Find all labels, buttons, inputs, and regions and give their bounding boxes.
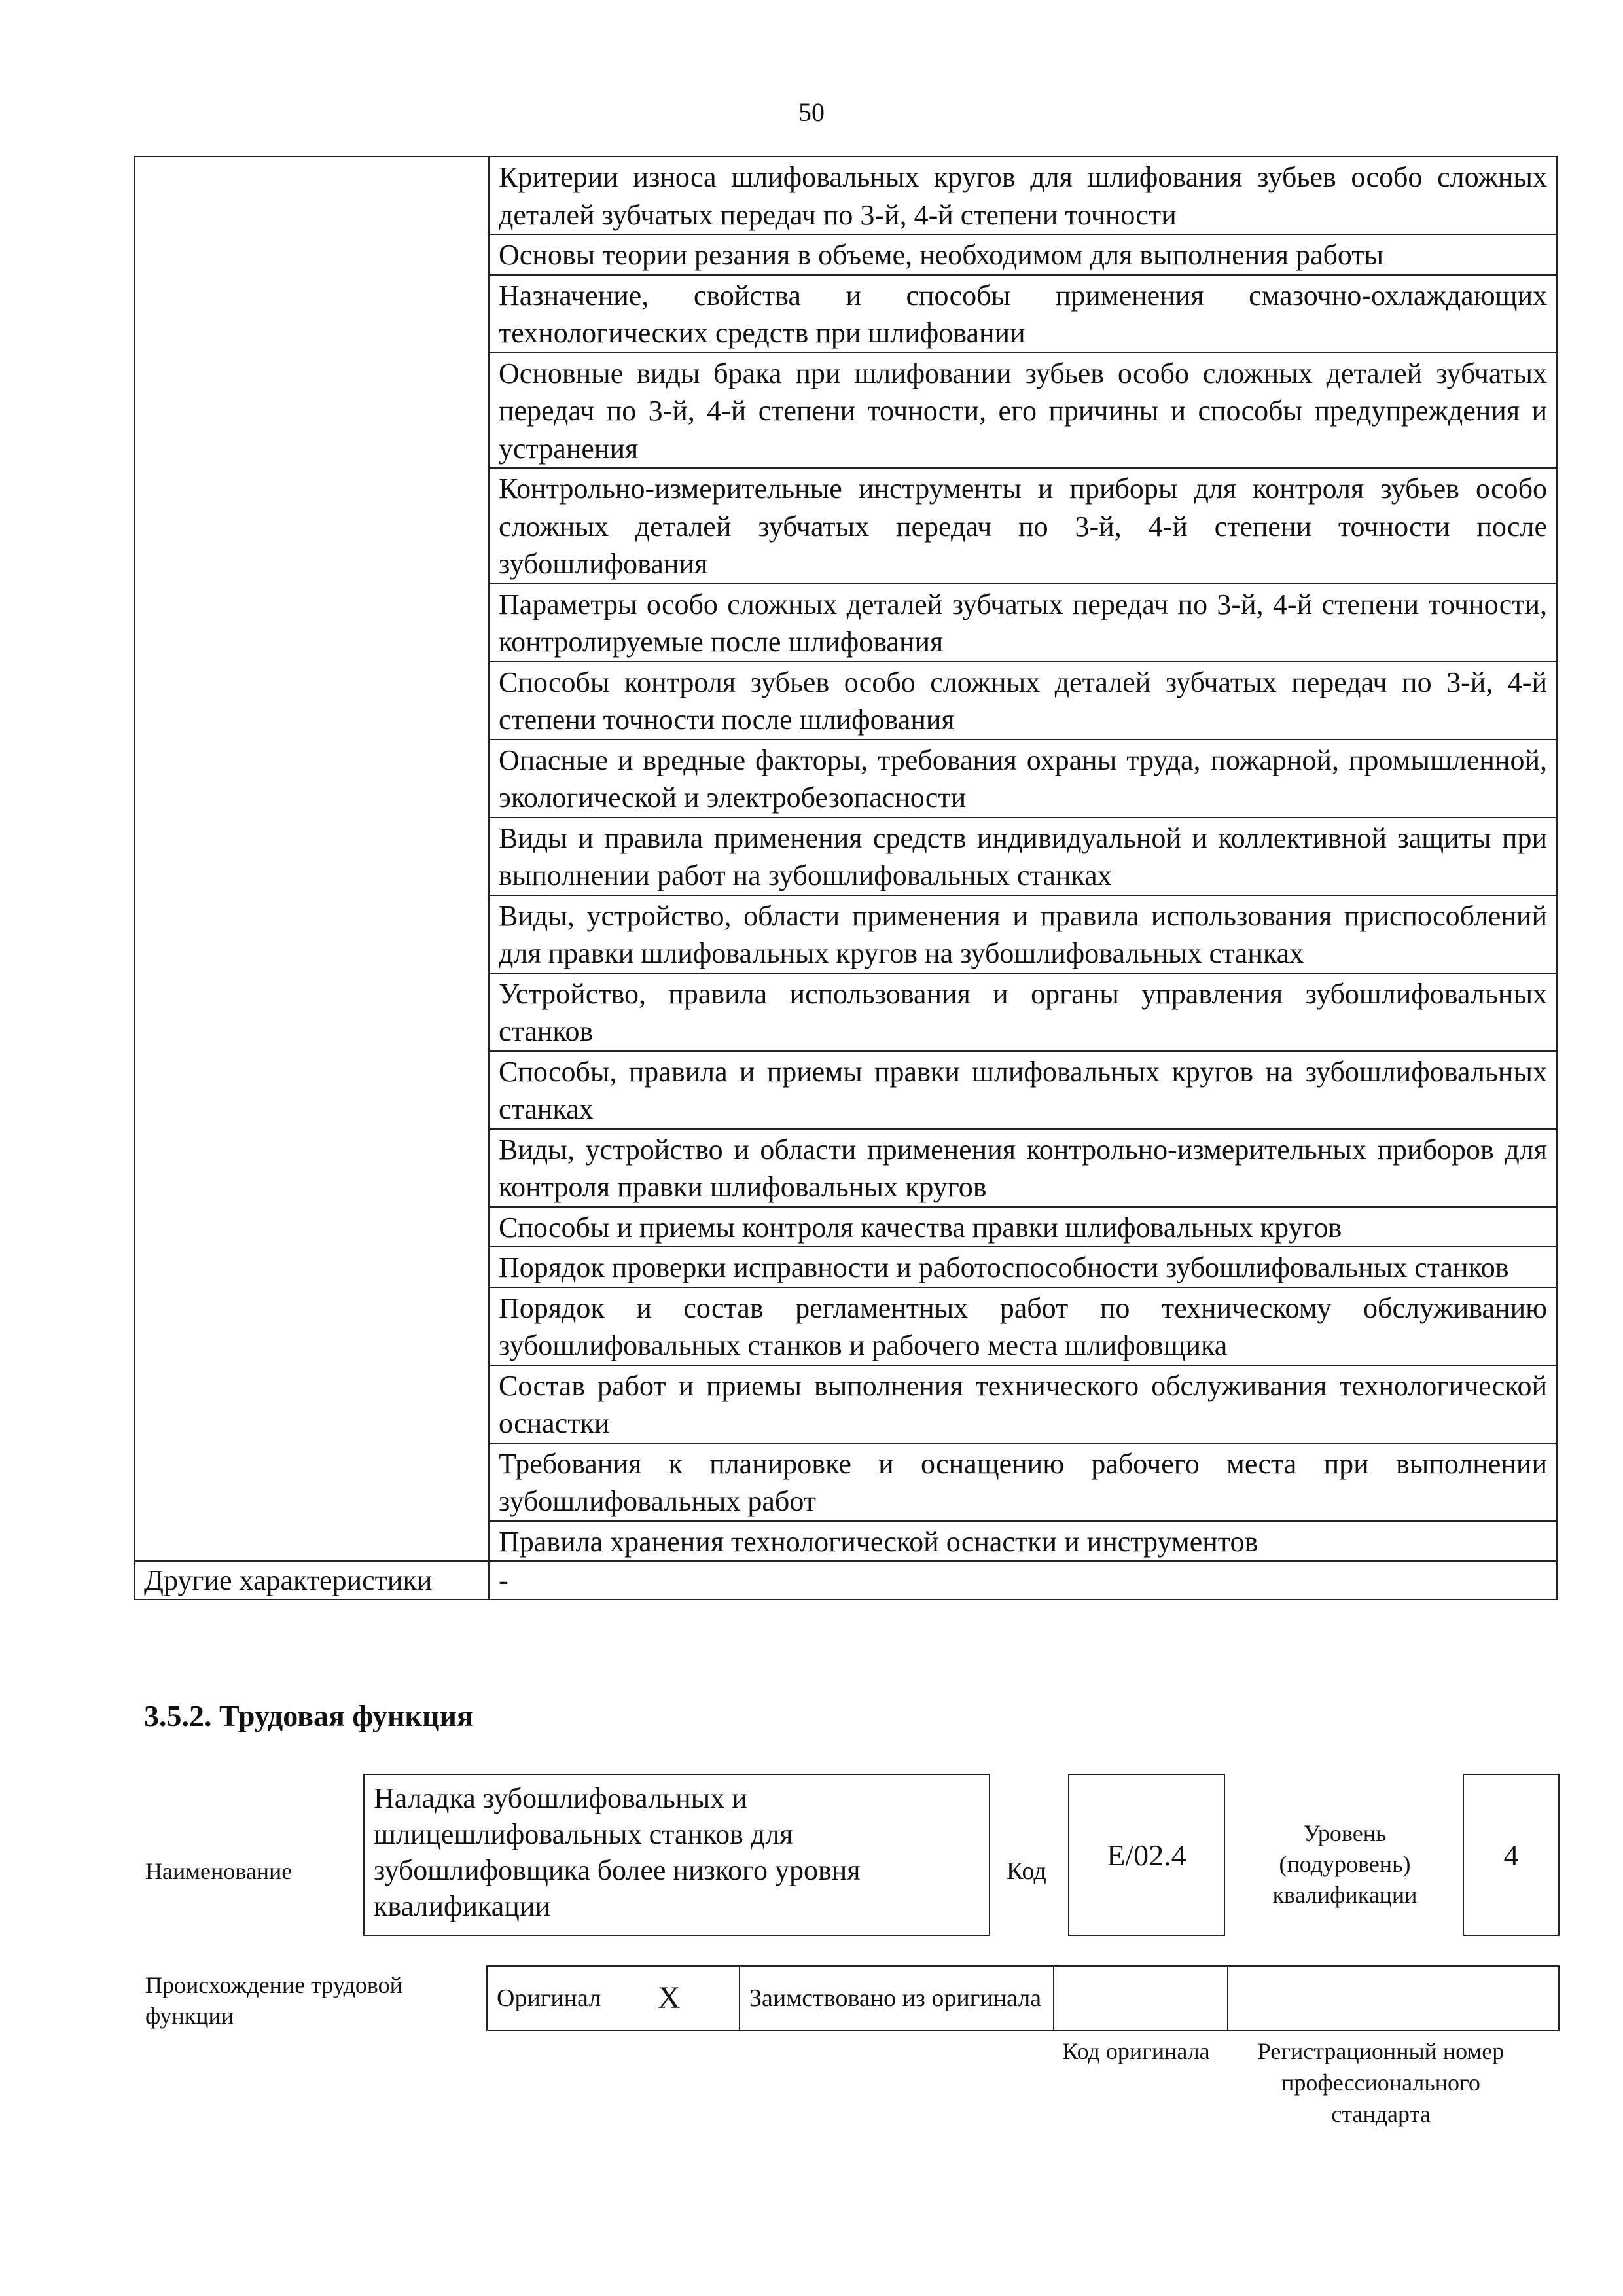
requirement-text: Основы теории резания в объеме, необходимом для выполнения работы — [489, 234, 1557, 275]
registration-number-cell — [1228, 1966, 1559, 2030]
requirement-text: Виды, устройство и области применения контрольно-измерительных приборов для контроля правки шлифовальных кругов — [489, 1129, 1557, 1207]
other-characteristics-row — [134, 1561, 1557, 1600]
requirement-text: Правила хранения технологической оснастки и инструментов — [489, 1521, 1557, 1562]
origin-label: Происхождение трудовой функции — [145, 1972, 402, 2029]
level-value: 4 — [1463, 1774, 1560, 1936]
borrowed-label: Заимствовано из оригинала — [740, 1966, 1054, 2030]
requirement-text: Назначение, свойства и способы применения смазочно-охлаждающих технологических средств при шлифовании — [489, 275, 1557, 353]
requirement-text: Способы контроля зубьев особо сложных деталей зубчатых передач по 3-й, 4-й степени точности после шлифования — [489, 662, 1557, 740]
requirement-text: Порядок и состав регламентных работ по техническому обслуживанию зубошлифовальных станков и рабочего места шлифовщика — [489, 1287, 1557, 1365]
origin-table — [486, 1965, 1560, 2031]
code-value: E/02.4 — [1068, 1774, 1225, 1936]
code-label: Код — [1007, 1857, 1046, 1885]
requirement-text: Опасные и вредные факторы, требования охраны труда, пожарной, промышленной, экологической и электробезопасности — [489, 740, 1557, 817]
other-characteristics-label: Другие характеристики — [134, 1561, 489, 1600]
requirement-text: Виды и правила применения средств индивидуальной и коллективной защиты при выполнении работ на зубошлифовальных станках — [489, 817, 1557, 895]
requirements-table — [134, 156, 1558, 1600]
requirement-text: Порядок проверки исправности и работоспособности зубошлифовальных станков — [489, 1247, 1557, 1287]
requirements-body — [134, 156, 1557, 1600]
requirement-text: Способы и приемы контроля качества правки шлифовальных кругов — [489, 1207, 1557, 1247]
section-heading: 3.5.2. Трудовая функция — [144, 1699, 473, 1732]
requirement-row — [134, 156, 1557, 234]
requirement-text: Устройство, правила использования и органы управления зубошлифовальных станков — [489, 973, 1557, 1051]
requirement-text: Контрольно-измерительные инструменты и приборы для контроля зубьев особо сложных деталей зубчатых передач по 3-й, 4-й степени точности после зубошлифования — [489, 468, 1557, 584]
code-original-caption: Код оригинала — [1062, 2038, 1210, 2064]
original-mark: X — [649, 1966, 740, 2030]
requirement-text: Способы, правила и приемы правки шлифовальных кругов на зубошлифовальных станках — [489, 1051, 1557, 1129]
requirement-text: Виды, устройство, области применения и правила использования приспособлений для правки шлифовальных кругов на зубошлифовальных станках — [489, 895, 1557, 973]
requirement-text: Требования к планировке и оснащению рабочего места при выполнении зубошлифовальных работ — [489, 1443, 1557, 1521]
requirement-text: Параметры особо сложных деталей зубчатых передач по 3-й, 4-й степени точности, контролируемые после шлифования — [489, 584, 1557, 662]
name-label: Наименование — [145, 1858, 293, 1884]
requirement-text: Основные виды брака при шлифовании зубьев особо сложных деталей зубчатых передач по 3-й, 4-й степени точности, его причины и способы предупреждения и устранения — [489, 353, 1557, 469]
other-characteristics-value: - — [489, 1561, 1557, 1600]
original-code-cell — [1054, 1966, 1228, 2030]
original-label: Оригинал — [487, 1966, 649, 2030]
registration-number-caption: Регистрационный номер профессионального стандарта — [1257, 2038, 1505, 2127]
requirements-label-cell — [134, 156, 489, 1561]
level-label: Уровень (подуровень) квалификации — [1272, 1820, 1418, 1908]
requirement-text: Состав работ и приемы выполнения технического обслуживания технологической оснастки — [489, 1365, 1557, 1443]
function-name-box: Наладка зубошлифовальных и шлицешлифовальных станков для зубошлифовщика более низкого уровня квалификации — [363, 1774, 990, 1936]
requirement-text: Критерии износа шлифовальных кругов для шлифования зубьев особо сложных деталей зубчатых передач по 3-й, 4-й степени точности — [489, 156, 1557, 234]
page-number: 50 — [798, 98, 825, 127]
